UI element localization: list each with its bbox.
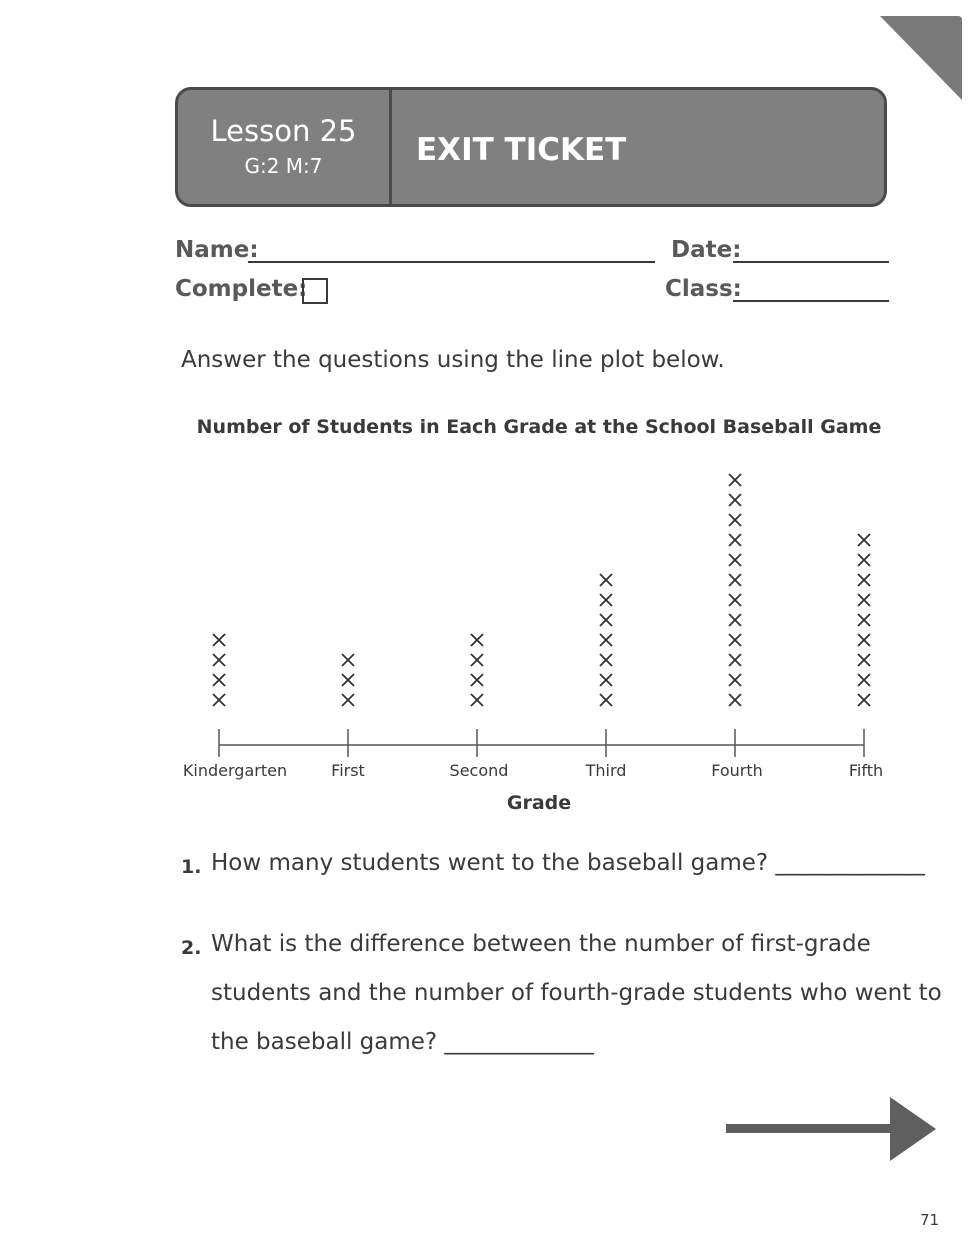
next-arrow-icon[interactable]	[722, 1095, 942, 1165]
x-mark	[729, 654, 741, 666]
x-mark	[600, 594, 612, 606]
x-mark	[342, 654, 354, 666]
x-mark	[729, 634, 741, 646]
x-mark	[600, 574, 612, 586]
x-mark	[600, 694, 612, 706]
lesson-title: Lesson 25	[210, 114, 357, 148]
tick-label: Fifth	[848, 761, 884, 780]
x-mark	[729, 674, 741, 686]
x-mark	[729, 554, 741, 566]
x-mark	[858, 534, 870, 546]
x-mark	[600, 634, 612, 646]
x-mark	[858, 614, 870, 626]
x-axis-label: Grade	[506, 792, 572, 814]
date-label: Date:	[671, 237, 742, 263]
tick-label: First	[331, 761, 365, 780]
question-number: 2.	[181, 937, 202, 959]
x-mark	[729, 494, 741, 506]
x-mark	[600, 674, 612, 686]
lesson-code: G:2 M:7	[244, 154, 323, 178]
x-mark	[729, 534, 741, 546]
tick-label: Kindergarten	[182, 761, 288, 780]
x-mark	[858, 594, 870, 606]
x-mark	[600, 614, 612, 626]
tick-label: Second	[449, 761, 509, 780]
chart-title: Number of Students in Each Grade at the School Baseball Game	[196, 416, 882, 438]
x-mark	[858, 674, 870, 686]
question-2-text: students and the number of fourth-grade students who went to	[211, 980, 942, 1006]
class-label: Class:	[665, 276, 742, 302]
question-2-text: the baseball game? _____________	[211, 1029, 594, 1055]
x-mark	[471, 634, 483, 646]
x-mark	[213, 634, 225, 646]
x-mark	[471, 694, 483, 706]
name-label: Name:	[175, 237, 259, 263]
x-mark	[729, 694, 741, 706]
x-mark	[729, 474, 741, 486]
x-mark	[471, 674, 483, 686]
question-2-text: What is the difference between the number of first-grade	[211, 931, 871, 957]
page-number: 71	[920, 1211, 940, 1229]
x-mark	[213, 694, 225, 706]
exit-ticket-title: EXIT TICKET	[416, 132, 627, 168]
x-mark	[858, 654, 870, 666]
complete-label: Complete:	[175, 276, 308, 302]
x-mark	[471, 654, 483, 666]
x-mark	[729, 574, 741, 586]
x-mark	[858, 634, 870, 646]
tick-label: Third	[585, 761, 627, 780]
x-mark	[858, 694, 870, 706]
x-mark	[213, 674, 225, 686]
x-mark	[600, 654, 612, 666]
question-number: 1.	[181, 856, 202, 878]
tick-label: Fourth	[711, 761, 763, 780]
x-mark	[213, 654, 225, 666]
x-mark	[729, 614, 741, 626]
x-mark	[729, 594, 741, 606]
x-mark	[342, 694, 354, 706]
question-1-text: How many students went to the baseball game? _____________	[211, 850, 925, 876]
instruction-text: Answer the questions using the line plot below.	[181, 347, 725, 373]
x-mark	[858, 574, 870, 586]
x-mark	[858, 554, 870, 566]
x-mark	[342, 674, 354, 686]
x-mark	[729, 514, 741, 526]
